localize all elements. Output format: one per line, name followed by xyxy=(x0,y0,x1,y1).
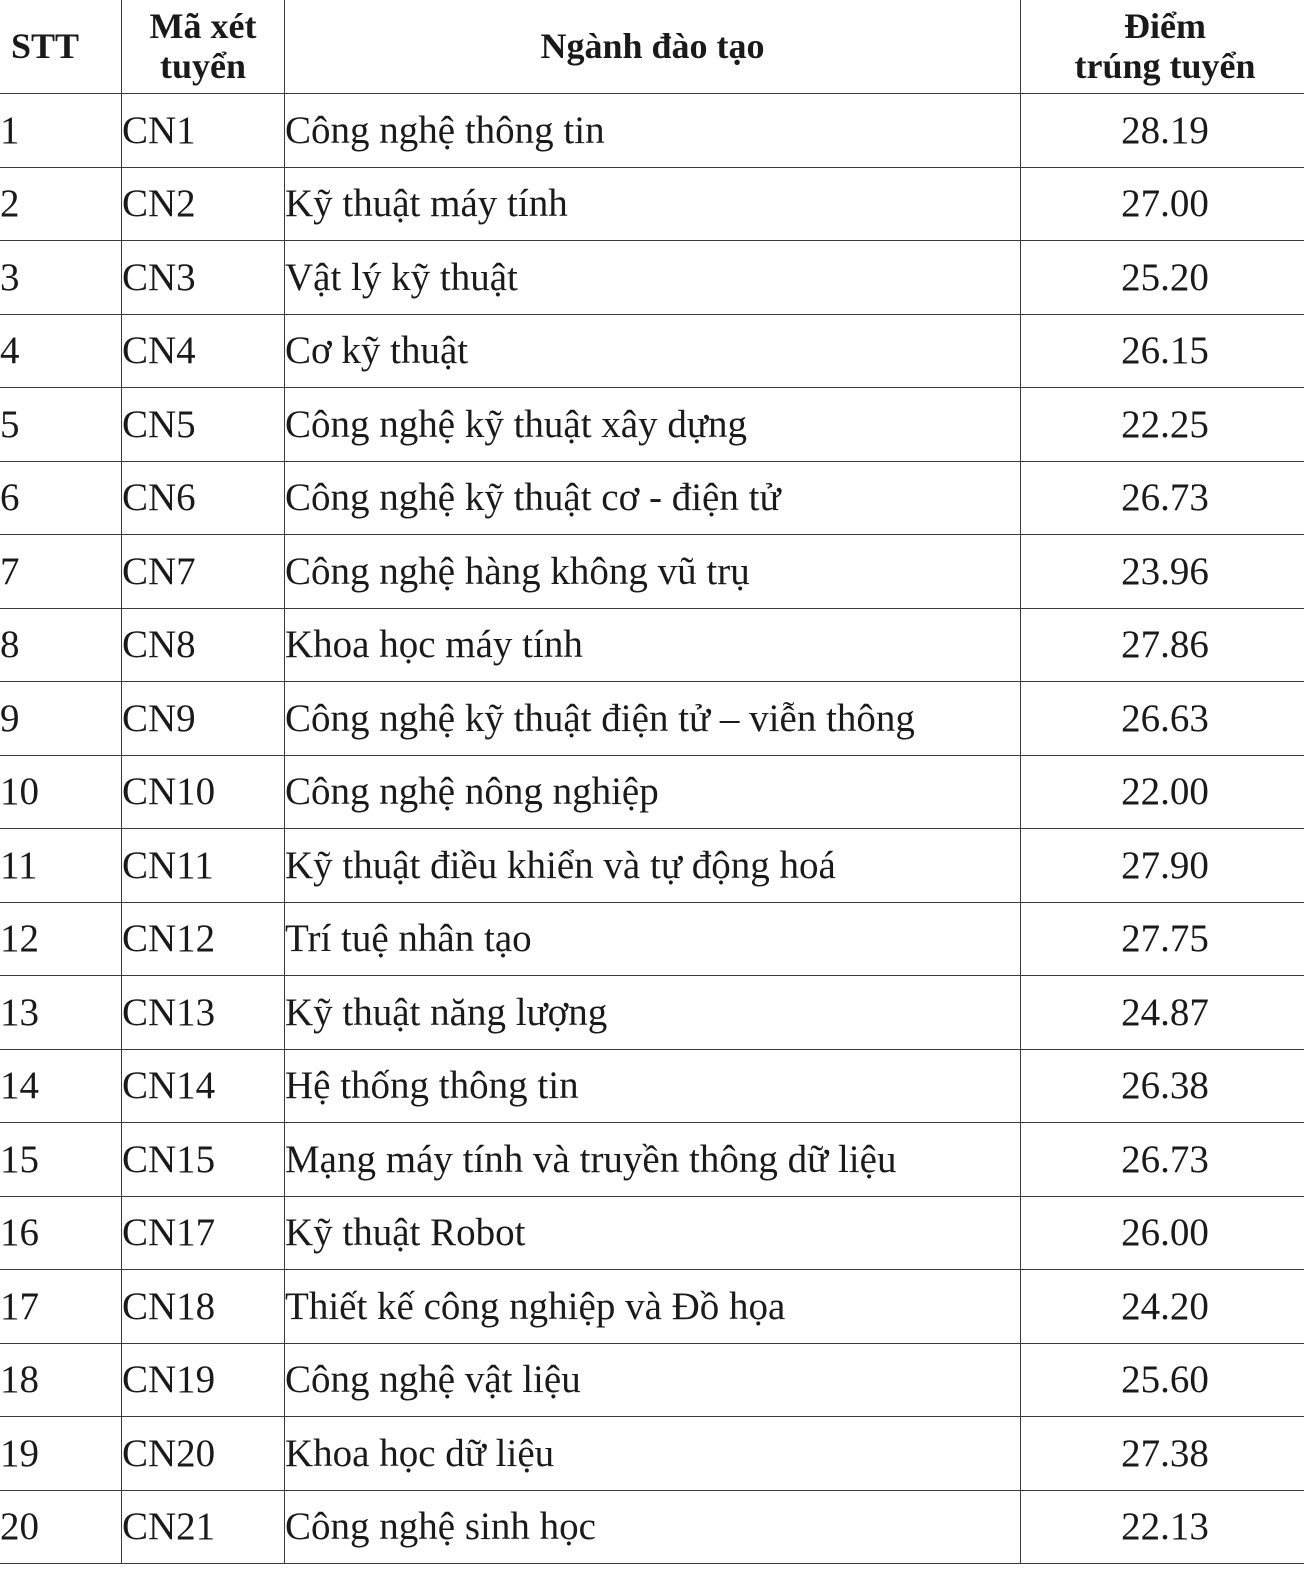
cell-code: CN12 xyxy=(122,902,285,976)
cell-score: 24.20 xyxy=(1021,1270,1304,1344)
table-row xyxy=(0,535,1304,609)
cell-code: CN9 xyxy=(122,682,285,756)
cell-major: Công nghệ nông nghiệp xyxy=(285,755,1021,829)
cell-major: Công nghệ kỹ thuật điện tử – viễn thông xyxy=(285,682,1021,756)
cell-stt: 12 xyxy=(0,902,122,976)
cell-major: Công nghệ sinh học xyxy=(285,1490,1021,1564)
table-row xyxy=(0,608,1304,682)
cell-stt: 8 xyxy=(0,608,122,682)
cell-stt: 17 xyxy=(0,1270,122,1344)
cell-code: CN6 xyxy=(122,461,285,535)
cell-major: Công nghệ thông tin xyxy=(285,94,1021,168)
header-score-line1: Điểm xyxy=(1124,6,1206,46)
cell-score: 27.00 xyxy=(1021,167,1304,241)
cell-score: 22.13 xyxy=(1021,1490,1304,1564)
cell-code: CN21 xyxy=(122,1490,285,1564)
cell-code: CN13 xyxy=(122,976,285,1050)
cell-major: Vật lý kỹ thuật xyxy=(285,241,1021,315)
cell-stt: 9 xyxy=(0,682,122,756)
cell-stt: 20 xyxy=(0,1490,122,1564)
cell-stt: 5 xyxy=(0,388,122,462)
cell-code: CN11 xyxy=(122,829,285,903)
cell-major: Mạng máy tính và truyền thông dữ liệu xyxy=(285,1123,1021,1197)
cell-stt: 15 xyxy=(0,1123,122,1197)
table-row xyxy=(0,1417,1304,1491)
cell-major: Kỹ thuật năng lượng xyxy=(285,976,1021,1050)
cell-major: Khoa học dữ liệu xyxy=(285,1417,1021,1491)
cell-score: 25.60 xyxy=(1021,1343,1304,1417)
cell-stt: 4 xyxy=(0,314,122,388)
cell-major: Kỹ thuật máy tính xyxy=(285,167,1021,241)
table-row xyxy=(0,94,1304,168)
cell-stt: 7 xyxy=(0,535,122,609)
cell-score: 27.38 xyxy=(1021,1417,1304,1491)
cell-stt: 14 xyxy=(0,1049,122,1123)
cell-score: 26.15 xyxy=(1021,314,1304,388)
table-body xyxy=(0,94,1304,1564)
cell-major: Công nghệ vật liệu xyxy=(285,1343,1021,1417)
table-row xyxy=(0,902,1304,976)
cell-score: 25.20 xyxy=(1021,241,1304,315)
cell-score: 26.63 xyxy=(1021,682,1304,756)
cell-score: 26.73 xyxy=(1021,1123,1304,1197)
cell-major: Thiết kế công nghiệp và Đồ họa xyxy=(285,1270,1021,1344)
cell-code: CN19 xyxy=(122,1343,285,1417)
cell-score: 23.96 xyxy=(1021,535,1304,609)
cell-major: Kỹ thuật điều khiển và tự động hoá xyxy=(285,829,1021,903)
cell-score: 26.00 xyxy=(1021,1196,1304,1270)
header-code-line1: Mã xét xyxy=(149,6,257,46)
cell-code: CN14 xyxy=(122,1049,285,1123)
cell-score: 27.90 xyxy=(1021,829,1304,903)
cell-stt: 18 xyxy=(0,1343,122,1417)
cell-stt: 2 xyxy=(0,167,122,241)
header-code xyxy=(122,0,285,94)
cell-major: Hệ thống thông tin xyxy=(285,1049,1021,1123)
cell-stt: 19 xyxy=(0,1417,122,1491)
header-row xyxy=(0,0,1304,94)
cell-code: CN18 xyxy=(122,1270,285,1344)
cell-major: Kỹ thuật Robot xyxy=(285,1196,1021,1270)
table-row xyxy=(0,976,1304,1050)
table-row xyxy=(0,1196,1304,1270)
cell-code: CN7 xyxy=(122,535,285,609)
header-major: Ngành đào tạo xyxy=(285,0,1021,94)
header-score-line2: trúng tuyển xyxy=(1074,46,1256,86)
cell-major: Công nghệ kỹ thuật cơ - điện tử xyxy=(285,461,1021,535)
cell-code: CN17 xyxy=(122,1196,285,1270)
header-stt: STT xyxy=(0,0,122,94)
cell-score: 24.87 xyxy=(1021,976,1304,1050)
table-row xyxy=(0,241,1304,315)
cell-major: Trí tuệ nhân tạo xyxy=(285,902,1021,976)
cell-stt: 13 xyxy=(0,976,122,1050)
cell-code: CN20 xyxy=(122,1417,285,1491)
cell-score: 26.38 xyxy=(1021,1049,1304,1123)
cell-stt: 6 xyxy=(0,461,122,535)
cell-code: CN4 xyxy=(122,314,285,388)
cell-code: CN10 xyxy=(122,755,285,829)
cell-major: Công nghệ kỹ thuật xây dựng xyxy=(285,388,1021,462)
table-row xyxy=(0,755,1304,829)
cell-score: 26.73 xyxy=(1021,461,1304,535)
table-row xyxy=(0,388,1304,462)
cell-stt: 3 xyxy=(0,241,122,315)
cell-score: 22.00 xyxy=(1021,755,1304,829)
header-score xyxy=(1021,0,1304,94)
cell-stt: 10 xyxy=(0,755,122,829)
cell-code: CN3 xyxy=(122,241,285,315)
table-row xyxy=(0,461,1304,535)
cell-code: CN1 xyxy=(122,94,285,168)
table-row xyxy=(0,1270,1304,1344)
cell-code: CN2 xyxy=(122,167,285,241)
cell-code: CN15 xyxy=(122,1123,285,1197)
cell-major: Khoa học máy tính xyxy=(285,608,1021,682)
table-row xyxy=(0,1123,1304,1197)
cell-stt: 16 xyxy=(0,1196,122,1270)
cell-score: 22.25 xyxy=(1021,388,1304,462)
header-code-line2: tuyển xyxy=(159,46,246,86)
table-header xyxy=(0,0,1304,94)
table-row xyxy=(0,829,1304,903)
table-row xyxy=(0,1490,1304,1564)
cell-stt: 11 xyxy=(0,829,122,903)
table-row xyxy=(0,1049,1304,1123)
table-row xyxy=(0,1343,1304,1417)
cell-stt: 1 xyxy=(0,94,122,168)
cell-score: 28.19 xyxy=(1021,94,1304,168)
cell-code: CN5 xyxy=(122,388,285,462)
table-row xyxy=(0,682,1304,756)
cell-major: Cơ kỹ thuật xyxy=(285,314,1021,388)
table-row xyxy=(0,314,1304,388)
cell-code: CN8 xyxy=(122,608,285,682)
cell-score: 27.86 xyxy=(1021,608,1304,682)
table-row xyxy=(0,167,1304,241)
cell-score: 27.75 xyxy=(1021,902,1304,976)
cell-major: Công nghệ hàng không vũ trụ xyxy=(285,535,1021,609)
